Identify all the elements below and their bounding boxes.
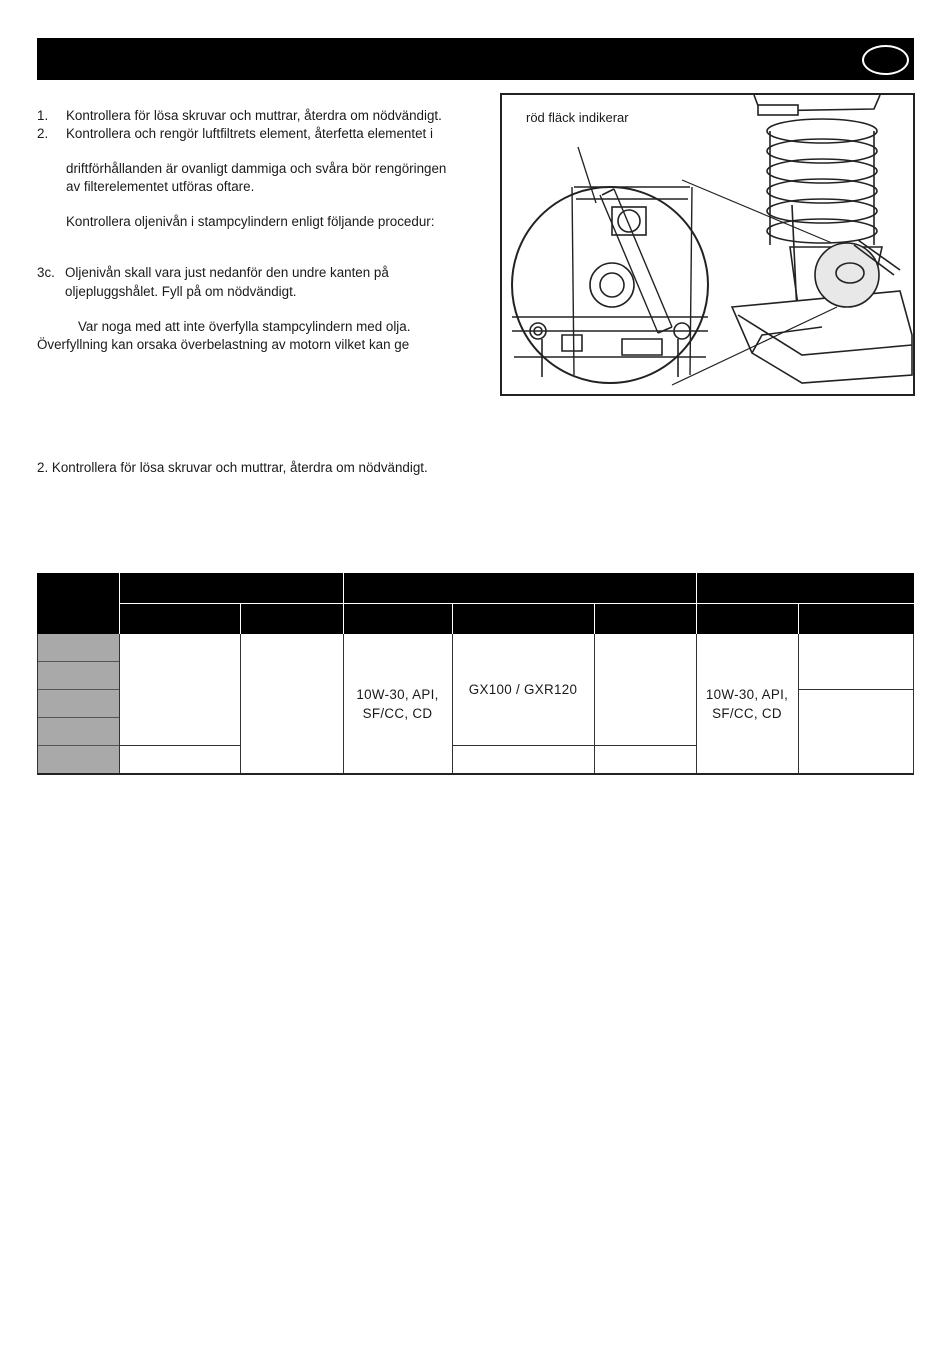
language-badge: [857, 40, 913, 78]
oil-spec-1: [343, 685, 452, 723]
oil-spec-2: [696, 685, 798, 723]
row-label-5: [37, 746, 119, 774]
warning-line1: Var noga med att inte överfylla stampcylindern med olja.: [78, 319, 411, 334]
item1-text: Kontrollera för lösa skruvar och muttrar, återdra om nödvändigt.: [66, 108, 442, 123]
item2-number: 2.: [37, 126, 49, 141]
row-label-2: [37, 662, 119, 690]
table-header-row-1: [37, 573, 914, 603]
item2-text: Kontrollera och rengör luftfiltrets element, återfetta elementet i: [66, 126, 433, 141]
item3c-line2: oljepluggshålet. Fyll på om nödvändigt.: [65, 284, 297, 299]
oil-spec-2-line2: SF/CC, CD: [712, 706, 782, 721]
oil-spec-2-line1: 10W-30, API,: [705, 687, 789, 702]
dust-note-line1: driftförhållanden är ovanligt dammiga och svåra bör rengöringen: [66, 161, 447, 176]
item3c-number: 3c.: [37, 265, 55, 280]
row-label-3: [37, 690, 119, 718]
row-label-4: [37, 718, 119, 746]
item3c-line1: Oljenivån skall vara just nedanför den undre kanten på: [65, 265, 389, 280]
dust-note-line2: av filterelementet utföras oftare.: [66, 179, 255, 194]
item2b-text: 2. Kontrollera för lösa skruvar och muttrar, återdra om nödvändigt.: [37, 460, 428, 475]
lubrication-table: [37, 573, 914, 775]
rammer-illustration: [502, 95, 913, 394]
item1-number: 1.: [37, 108, 49, 123]
warning-line2: Överfyllning kan orsaka överbelastning av motorn vilket kan ge: [37, 337, 410, 352]
figure-frame: [500, 93, 915, 396]
header-bar: [37, 38, 914, 80]
engine-models: GX100 / GXR120: [468, 682, 578, 697]
oil-spec-1-line2: SF/CC, CD: [362, 706, 433, 721]
oil-check-text: Kontrollera oljenivån i stampcylindern enligt följande procedur:: [66, 214, 435, 229]
language-oval-icon: [862, 45, 909, 75]
table-header-row-2: [37, 603, 914, 634]
oil-spec-1-line1: 10W-30, API,: [356, 687, 439, 702]
row-label-1: [37, 634, 119, 662]
figure-caption: röd fläck indikerar: [526, 110, 629, 125]
